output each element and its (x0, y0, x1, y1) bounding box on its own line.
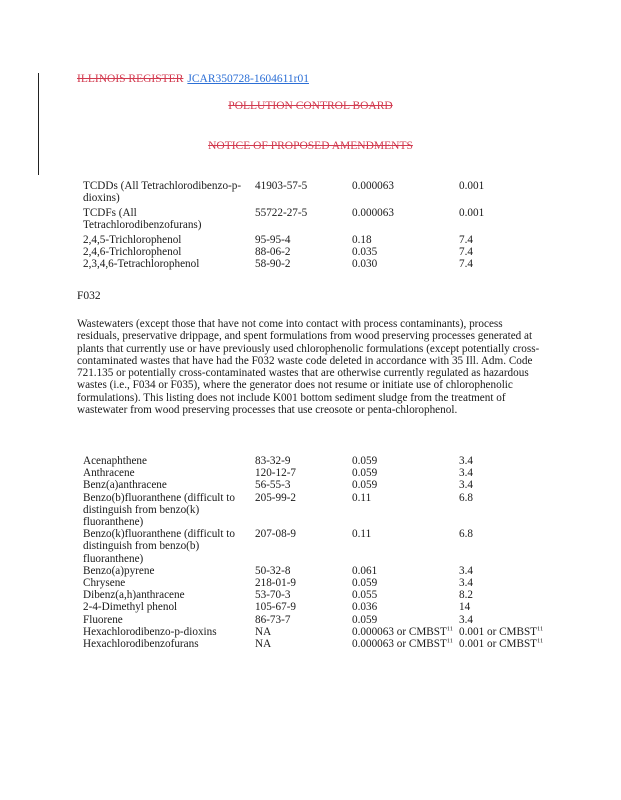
wastewater-standard: 0.059 (352, 577, 378, 590)
waste-description-paragraph: Wastewaters (except those that have not come into contact with process contaminants), process residuals, preservative drippage, and spent formulations from wood preserving processes generated at plants that currently use or have previously used chlorophenolic formulations (except potentially cross-contaminated wastes that have had the F032 waste code deleted in accordance with 35 Ill. Adm. Code 721.135 or potentially cross-contaminated wastes that are otherwise currently regulated as hazardous wastes (i.e., F034 or F035), where the generator does not resume or initiate use of chlorophenolic formulations). This listing does not include K001 bottom sediment sludge from the treatment of wastewater from wood preserving processes that use creosote or penta-chlorophenol. (77, 318, 540, 417)
nonwastewater-standard: 0.001 (459, 207, 485, 219)
wastewater-standard: 0.18 (352, 234, 372, 246)
wastewater-standard: 0.059 (352, 467, 378, 480)
cas-number: 50-32-8 (255, 564, 291, 577)
cas-number: 207-08-9 (255, 528, 297, 541)
nonwastewater-standard: 3.4 (459, 479, 473, 492)
cas-number: 120-12-7 (255, 467, 297, 480)
wastewater-standard: 0.059 (352, 613, 378, 626)
table-row (83, 455, 563, 467)
footnote-ref: 11 (537, 637, 544, 645)
table-row (83, 180, 563, 207)
constituent-name: Dibenz(a,h)anthracene (83, 589, 185, 602)
wastewater-standard: 0.000063 or CMBST$^{11}$ (352, 637, 454, 651)
table-row (83, 246, 563, 258)
table-row (83, 492, 563, 529)
constituent-name: Benzo(b)fluoranthene (difficult to distinguish from benzo(k) fluoranthene) (83, 491, 236, 529)
cas-number: 53-70-3 (255, 589, 291, 602)
cas-number: 218-01-9 (255, 577, 297, 590)
wastewater-standard: 0.059 (352, 479, 378, 492)
cas-number: 95-95-4 (255, 234, 291, 246)
nonwastewater-standard: 7.4 (459, 246, 473, 259)
revision-margin-bar (38, 73, 39, 175)
struck-register-title: ILLINOIS REGISTER (77, 73, 184, 85)
constituent-name: 2,4,6-Trichlorophenol (83, 246, 182, 259)
constituent-name: 2-4-Dimethyl phenol (83, 601, 178, 614)
f032-constituent-table (83, 455, 563, 650)
cas-number: 105-67-9 (255, 601, 297, 614)
register-header (77, 73, 309, 85)
inserted-jcar-code: JCAR350728-1604611r01 (187, 73, 309, 85)
constituent-name: Anthracene (83, 467, 135, 480)
table-row (83, 207, 563, 234)
footnote-ref: 11 (537, 625, 544, 633)
wastewater-standard: 0.055 (352, 589, 378, 602)
cas-number: 55722-27-5 (255, 207, 308, 219)
table-row (83, 577, 563, 589)
cas-number: 86-73-7 (255, 613, 291, 626)
nonwastewater-standard: 7.4 (459, 234, 473, 246)
nonwastewater-standard: 7.4 (459, 258, 473, 271)
wastewater-standard: 0.036 (352, 601, 378, 614)
wastewater-standard: 0.030 (352, 258, 378, 271)
table-row (83, 638, 563, 650)
cas-number: 41903-57-5 (255, 180, 308, 192)
footnote-ref: 11 (446, 625, 454, 633)
cas-number: NA (255, 625, 272, 638)
nonwastewater-standard: 6.8 (459, 491, 473, 504)
wastewater-standard: 0.061 (352, 564, 378, 577)
table-row (83, 601, 563, 613)
constituent-name: 2,3,4,6-Tetrachlorophenol (83, 258, 200, 271)
board-title: POLLUTION CONTROL BOARD (228, 100, 393, 112)
constituent-name: 2,4,5-Trichlorophenol (83, 234, 182, 246)
cas-number: 88-06-2 (255, 246, 291, 259)
cas-number: 83-32-9 (255, 455, 291, 467)
constituent-name: Chrysene (83, 577, 126, 590)
constituent-name: TCDFs (All Tetrachlorodibenzofurans) (83, 207, 202, 232)
nonwastewater-standard: 3.4 (459, 613, 473, 626)
nonwastewater-standard: 3.4 (459, 577, 473, 590)
nonwastewater-standard: 0.001 or CMBST$^{11}$ (459, 637, 544, 651)
table-row (83, 626, 563, 638)
cas-number: 205-99-2 (255, 491, 297, 504)
constituent-name: Benzo(k)fluoranthene (difficult to distinguish from benzo(b) fluoranthene) (83, 528, 236, 565)
wastewater-standard: 0.000063 (352, 207, 394, 219)
table-row (83, 467, 563, 479)
nonwastewater-standard: 3.4 (459, 564, 473, 577)
footnote-ref: 11 (446, 637, 454, 645)
cas-number: NA (255, 638, 272, 651)
constituent-name: Benzo(a)pyrene (83, 564, 155, 577)
nonwastewater-standard: 6.8 (459, 528, 473, 541)
constituent-name: Hexachlorodibenzo-p-dioxins (83, 625, 217, 638)
constituent-name: Hexachlorodibenzofurans (83, 638, 199, 651)
waste-code-label: F032 (77, 290, 101, 302)
cas-number: 56-55-3 (255, 479, 291, 492)
nonwastewater-standard: 14 (459, 601, 471, 614)
constituent-table-continued (83, 180, 563, 271)
cas-number: 58-90-2 (255, 258, 291, 271)
table-row (83, 479, 563, 491)
notice-title: NOTICE OF PROPOSED AMENDMENTS (208, 140, 413, 152)
wastewater-standard: 0.11 (352, 528, 372, 541)
table-row (83, 589, 563, 601)
wastewater-standard: 0.000063 or CMBST$^{11}$ (352, 625, 454, 638)
nonwastewater-standard: 3.4 (459, 467, 473, 480)
table-row (83, 258, 563, 270)
constituent-name: TCDDs (All Tetrachlorodibenzo-p-dioxins) (83, 180, 242, 205)
table-row (83, 565, 563, 577)
nonwastewater-standard: 3.4 (459, 455, 473, 467)
table-row (83, 234, 563, 246)
constituent-name: Fluorene (83, 613, 123, 626)
wastewater-standard: 0.035 (352, 246, 378, 259)
table-row (83, 528, 563, 565)
wastewater-standard: 0.11 (352, 491, 372, 504)
constituent-name: Acenaphthene (83, 455, 147, 467)
table-row (83, 614, 563, 626)
wastewater-standard: 0.000063 (352, 180, 394, 192)
wastewater-standard: 0.059 (352, 455, 378, 467)
constituent-name: Benz(a)anthracene (83, 479, 167, 492)
nonwastewater-standard: 0.001 (459, 180, 485, 192)
nonwastewater-standard: 8.2 (459, 589, 473, 602)
nonwastewater-standard: 0.001 or CMBST$^{11}$ (459, 625, 544, 638)
